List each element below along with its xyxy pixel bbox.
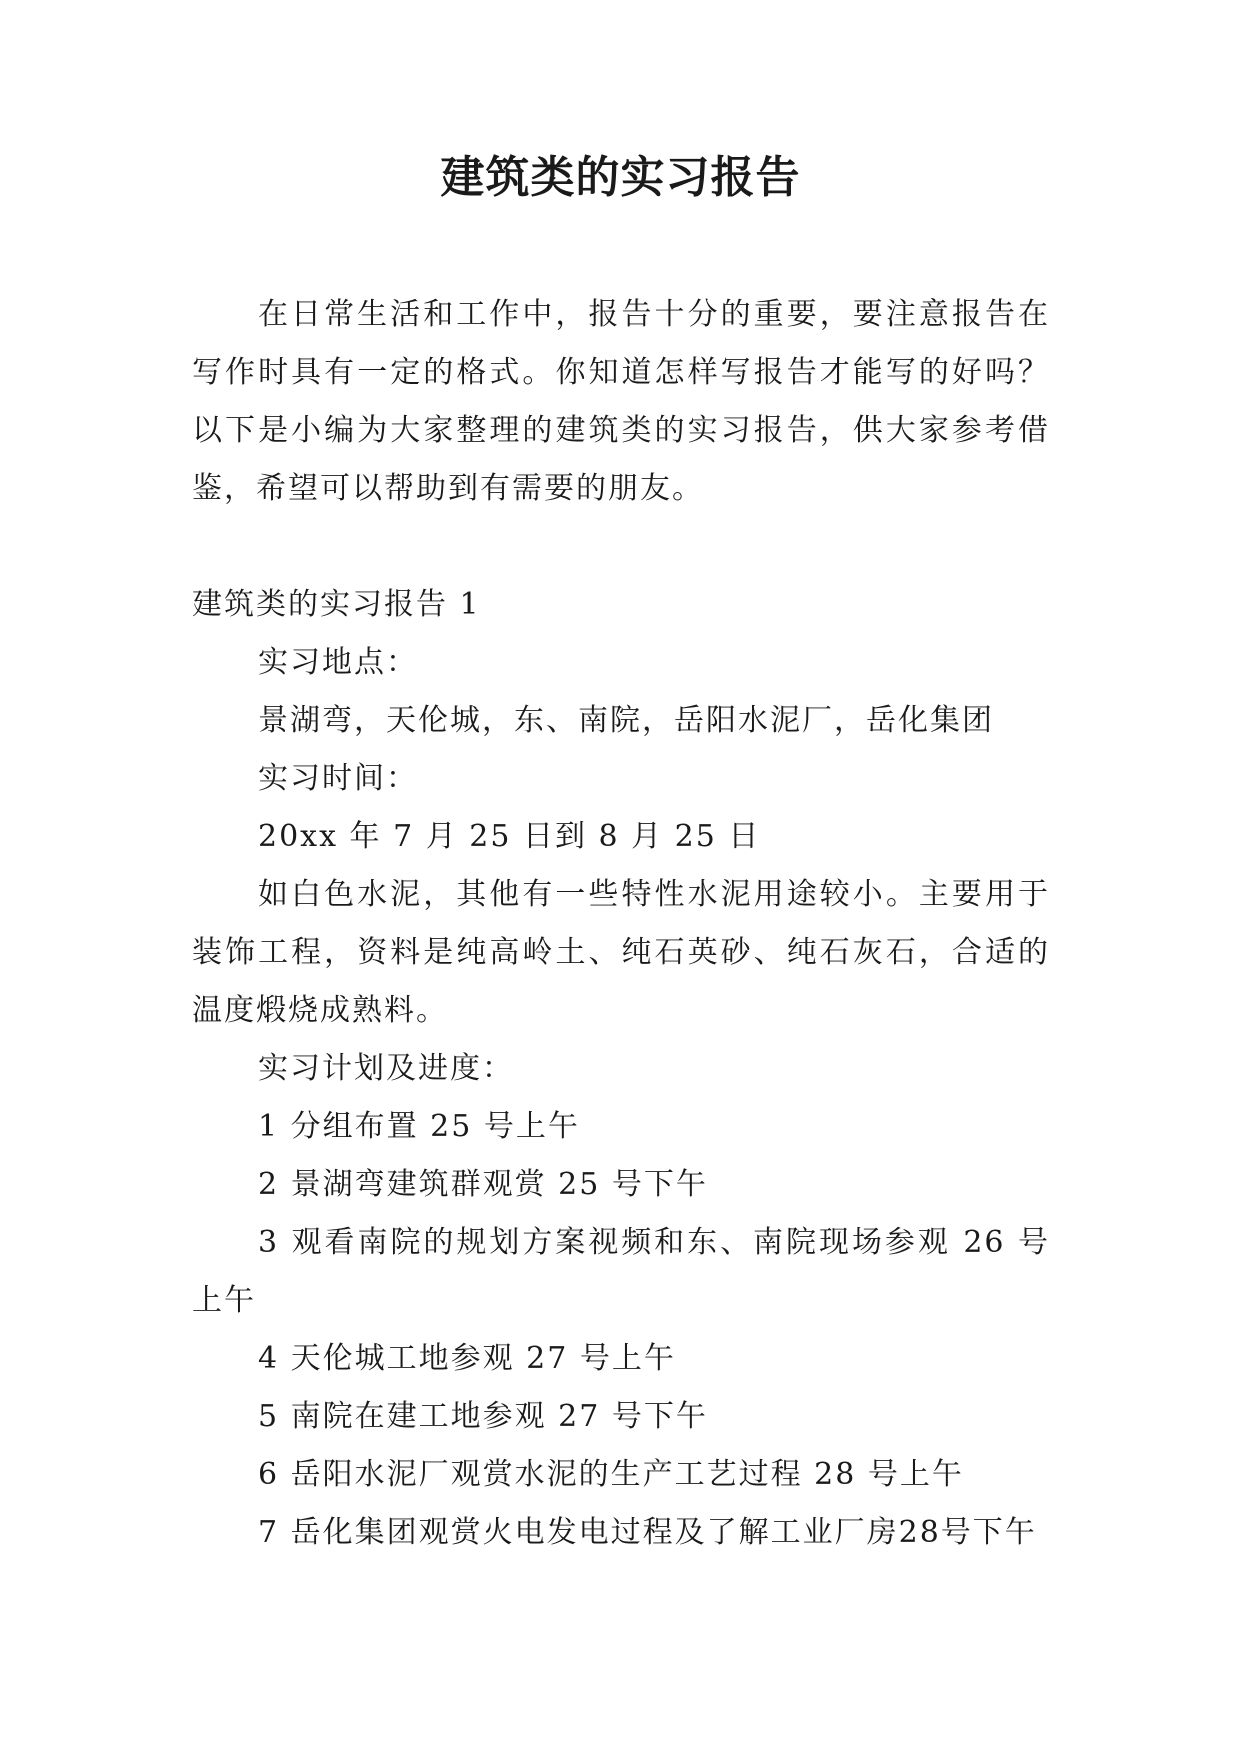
plan-item-3: 3 观看南院的规划方案视频和东、南院现场参观 26 号上午 [192,1225,1050,1318]
intro-paragraph: 在日常生活和工作中，报告十分的重要，要注意报告在写作时具有一定的格式。你知道怎样写报告才能写的好吗？以下是小编为大家整理的建筑类的实习报告，供大家参考借鉴，希望可以帮助到有需要的朋友。 [192,297,1050,506]
document-body [192,286,1050,1562]
plan-item-2: 2 景湖弯建筑群观赏 25 号下午 [258,1167,708,1202]
time-label: 实习时间： [258,761,418,796]
plan-item-4: 4 天伦城工地参观 27 号上午 [258,1341,676,1376]
cement-paragraph: 如白色水泥，其他有一些特性水泥用途较小。主要用于装饰工程，资料是纯高岭土、纯石英砂、纯石灰石，合适的温度煅烧成熟料。 [192,877,1050,1028]
time-value: 20xx 年 7 月 25 日到 8 月 25 日 [258,819,761,854]
plan-item-5: 5 南院在建工地参观 27 号下午 [258,1399,708,1434]
section-heading: 建筑类的实习报告 1 [192,587,481,622]
plan-label: 实习计划及进度： [258,1051,514,1086]
location-value: 景湖弯，天伦城，东、南院，岳阳水泥厂，岳化集团 [258,703,994,738]
document-title: 建筑类的实习报告 [440,152,801,203]
plan-item-7: 7 岳化集团观赏火电发电过程及了解工业厂房28号下午 [258,1515,1037,1550]
plan-item-1: 1 分组布置 25 号上午 [258,1109,580,1144]
location-label: 实习地点： [258,645,418,680]
plan-item-6: 6 岳阳水泥厂观赏水泥的生产工艺过程 28 号上午 [258,1457,964,1492]
